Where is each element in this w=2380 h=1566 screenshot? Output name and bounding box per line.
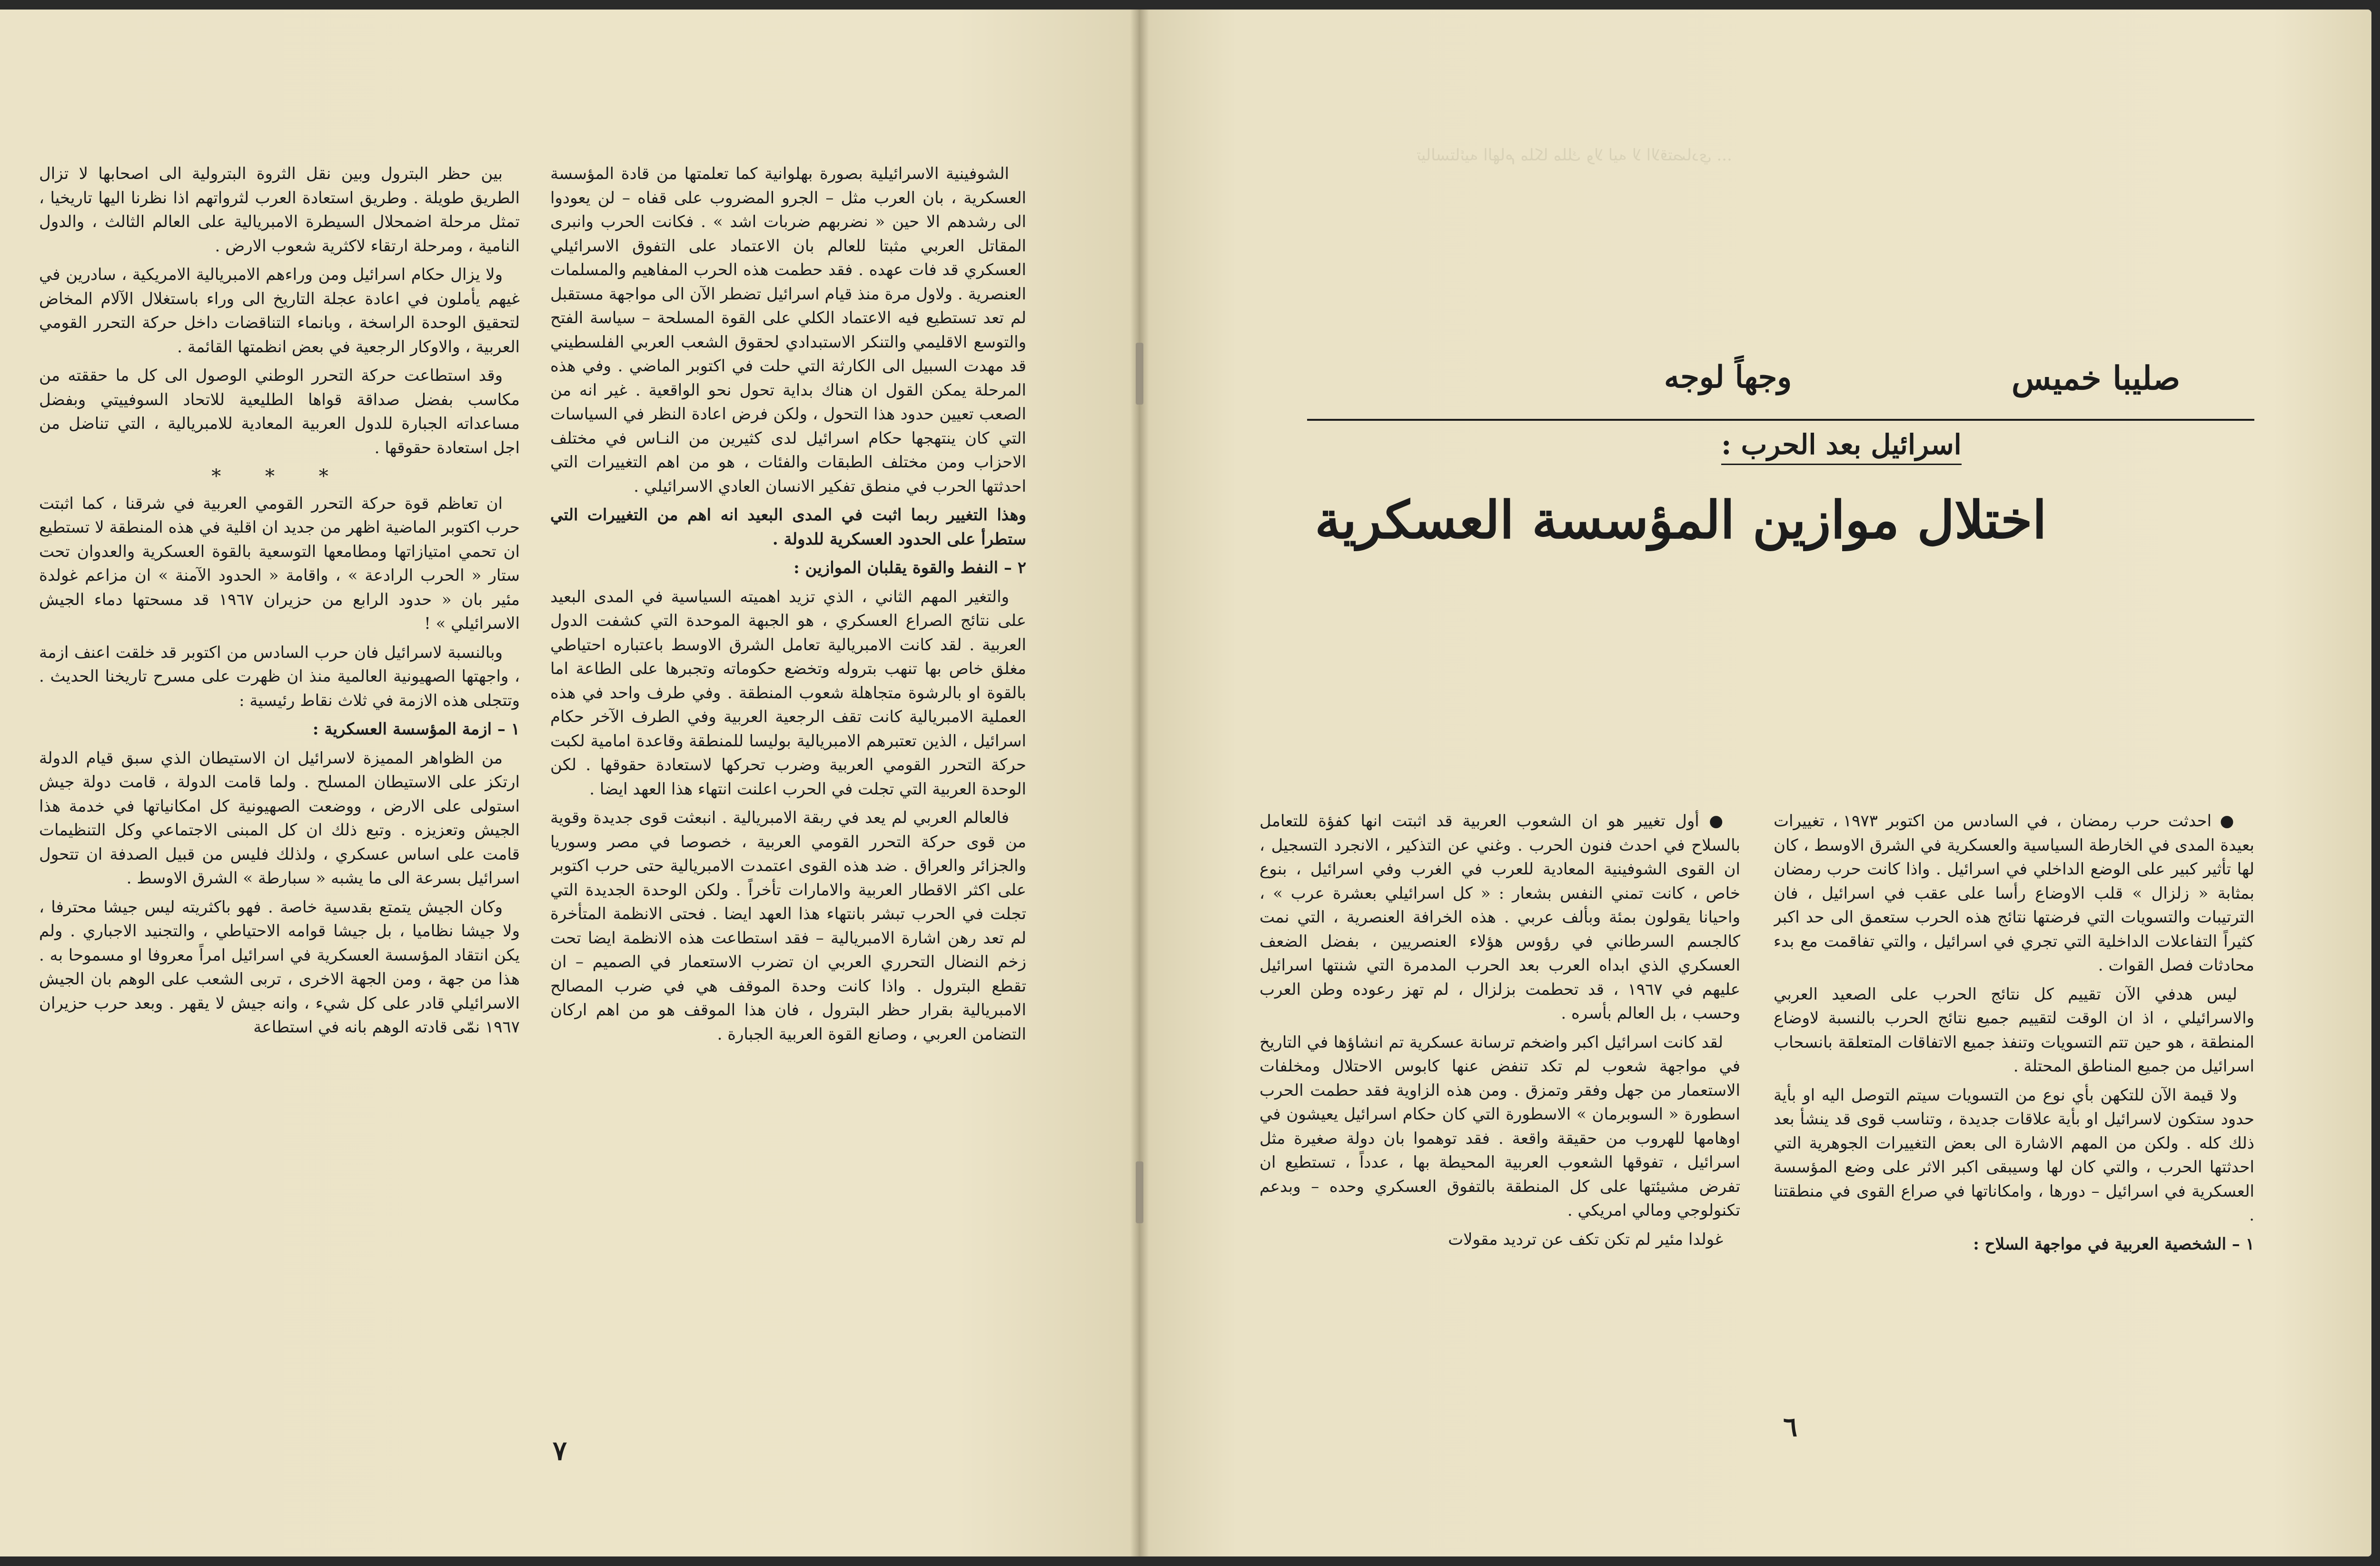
page7-right-bold-statement: وهذا التغيير ربما اثبت في المدى البعيد انه اهم من التغييرات التي ستطرأ على الحدود العسكرية للدولة .	[550, 505, 1026, 549]
page6-left-column	[1259, 809, 1740, 1428]
page6-right-para-1: ● احدثت حرب رمضان ، في السادس من اكتوبر ١٩٧٣ ، تغييرات بعيدة المدى في الخارطة السياسية والعسكرية في الشرق الاوسط ، كان لها تأثير كبير على الوضع الداخلي في اسرائيل . واذا كانت حرب رمضان بمثابة « زلزال » قلب الاوضاع رأسا على عقب في اسرائيل ، فان الترتيبات والتسويات التي فرضتها نتائج هذه الحرب ستعمق الى حد اكبر كثيراً التفاعلات الداخلية التي تجري في اسرائيل ، والتي تفاقمت مع بدء محادثات فصل القوات .	[1774, 812, 2254, 975]
page7-left-para-4: ان تعاظم قوة حركة التحرر القومي العربية في شرقنا ، كما اثبتت حرب اكتوبر الماضية اظهر من جديد ان اقلية في هذه المنطقة لا تستطيع ان تحمي امتيازاتها ومطامعها التوسعية بالقوة العسكرية والعدوان تحت ستار « الحرب الرادعة » ، واقامة « الحدود الآمنة » ان مزاعم غولدة مئير بان « حدود الرابع من حزيران ١٩٦٧ قد مسحتها دماء الجيش الاسرائيلي » !	[39, 494, 520, 633]
staple-top	[1136, 343, 1143, 405]
page-number-seven: ٧	[553, 1435, 567, 1467]
page6-right-para-3: ولا قيمة الآن للتكهن بأي نوع من التسويات سيتم التوصل اليه او بأية حدود ستكون لاسرائيل او بأية علاقات جديدة ، وتناسب قوى قد ينشأ بعد ذلك كله . ولكن من المهم الاشارة الى بعض التغييرات الجوهرية التي احدثتها الحرب ، والتي كان لها وسيبقى اكبر الاثر على وضع المؤسسة العسكرية في اسرائيل – دورها ، وامكاناتها في صراع القوى في منطقتنا .	[1774, 1085, 2254, 1225]
page7-right-para-2: والتغير المهم الثاني ، الذي تزيد اهميته السياسية في المدى البعيد على نتائج الصراع العسكري ، هو الجبهة الموحدة التي كشفت الدول العربية . لقد كانت الامبريالية تعامل الشرق الاوسط باعتباره احتياطي مغلق خاص بها تنهب بتروله وتخضع حكوماته وتجبرها على الطاعة اما بالقوة او بالرشوة متجاهلة شعوب المنطقة . وفي طرف واحد في هذه العملية الامبريالية كانت تقف الرجعية العربية وفي الطرف الآخر حكام اسرائيل ، الذين تعتبرهم الامبريالية بوليسا للمنطقة وقاعدة امامية لكبت حركة التحرر القومي العربية وضرب تحركها لاستعادة حقوقها . لكن الوحدة العربية التي تجلت في الحرب اعلنت انتهاء هذا العهد ايضا .	[550, 587, 1026, 799]
page7-left-para-1: بين حظر البترول وبين نقل الثروة البترولية الى اصحابها لا تزال الطريق طويلة . وطريق استعادة العرب لثرواتهم اذا نظرنا اليها تاريخيا ، تمثل مرحلة اضمحلال السيطرة الامبريالية على العالم الثالث ، والدول النامية ، ومرحلة ارتقاء لاكثرية شعوب الارض .	[39, 164, 520, 256]
page7-left-column	[39, 162, 520, 1418]
page6-right-para-2: ليس هدفي الآن تقييم كل نتائج الحرب على الصعيد العربي والاسرائيلي ، اذ ان الوقت لتقييم جميع نتائج الحرب بالنسبة لاوضاع المنطقة ، هو حين تتم التسويات وتنفذ جميع الاتفاقات المتعلقة بانسحاب اسرائيل من جميع المناطق المحتلة .	[1774, 984, 2254, 1076]
article-pre-title: اسرائيل بعد الحرب :	[1721, 428, 1962, 465]
page7-right-para-1: الشوفينية الاسرائيلية بصورة بهلوانية كما تعلمتها من قادة المؤسسة العسكرية ، بان العرب مثل – الجرو المضروب على قفاه – لن يعودوا الى رشدهم الا حين « نضربهم ضربات اشد » . فكانت الحرب وانبرى المقاتل العربي مثبتا للعالم بان الاعتماد على التفوق الاسرائيلي العسكري قد فات عهده . فقد حطمت هذه الحرب المفاهيم والمسلمات العنصرية . ولاول مرة منذ قيام اسرائيل تضطر الآن الى مواجهة مستقبل لم تعد تستطيع فيه الاعتماد الكلي على القوة المسلحة – سياسة الفتح والتوسع الاقليمي والتنكر الاستبدادي لحقوق الشعب العربي الفلسطيني قد مهدت السبيل الى الكارثة التي حلت في اكتوبر الماضي . وفي هذه المرحلة يمكن القول ان هناك بداية تحول نحو الواقعية . غير انه من الصعب تعيين حدود هذا التحول ، ولكن فرض اعادة النظر في السياسات التي كان ينتهجها حكام اسرائيل لدى كثيرين من النـاس في مختلف الاحزاب ومن مختلف الطبقات والفئات ، هو من اهم التغييرات التي احدثتها الحرب في منطق تفكير الانسان العادي الاسرائيلي .	[550, 164, 1026, 496]
spine-gutter	[1130, 10, 1149, 1556]
page7-left-para-5: وبالنسبة لاسرائيل فان حرب السادس من اكتوبر قد خلقت اعنف ازمة ، واجهتها الصهيونية العالمية منذ ان ظهرت على مسرح تاريخنا الحديث . وتتجلى هذه الازمة في ثلاث نقاط رئيسية :	[39, 643, 520, 710]
page7-left-para-2: ولا يزال حكام اسرائيل ومن وراءهم الامبريالية الامريكية ، سادرين في غيهم يأملون في اعادة عجلة التاريخ الى وراء باستغلال الآلام المخاض لتحقيق الوحدة الراسخة ، وبانماء التناقضات داخل حركة التحرر القومي العربية ، والاوكار الرجعية في بعض انظمتها القائمة .	[39, 265, 520, 357]
column-kicker: وجهاً لوجه	[1664, 359, 1792, 395]
page-seven	[0, 10, 1139, 1556]
page7-left-para-6: من الظواهر المميزة لاسرائيل ان الاستيطان الذي سبق قيام الدولة ارتكز على الاستيطان المسلح . ولما قامت الدولة ، قامت دولة جيش استولى على الارض ، ووضعت الصهيونية كل امكانياتها في خدمة هذا الجيش وتعزيزه . وتبع ذلك ان كل المبنى الاجتماعي وكل التنظيمات قامت على اساس عسكري ، ولذلك فليس من قبيل الصدفة ان تتحول اسرائيل بسرعة الى ما يشبه « سبارطة » الشرق الاوسط .	[39, 748, 520, 888]
article-headline: اختلال موازين المؤسسة العسكرية	[1315, 490, 2047, 550]
page6-right-column	[1774, 809, 2254, 1428]
page7-left-para-3: وقد استطاعت حركة التحرر الوطني الوصول الى كل ما حققته من مكاسب بفضل صداقة قواها الطليعية للاتحاد السوفييتي وبفضل مساعداته الجبارة للدول العربية المعادية للامبريالية ، التي تناضل من اجل استعادة حقوقها .	[39, 366, 520, 457]
subhead-oil-and-power: ٢ – النفط والقوة يقلبان الموازين :	[793, 558, 1026, 577]
page-number-six: ٦	[1783, 1411, 1798, 1443]
header-rule	[1307, 419, 2254, 421]
author-name: صليبا خميس	[2012, 359, 2181, 397]
section-stars-divider: * * *	[211, 466, 347, 487]
page6-left-para-1: ● أول تغيير هو ان الشعوب العربية قد اثبتت انها كفؤة للتعامل بالسلاح في احدث فنون الحرب . وغني عن التذكير ، الانجرد التسجيل ، ان القوى الشوفينية المعادية للعرب في الغرب وفي اسرائيل ، بنوع خاص ، كانت تمني النفس بشعار : « كل اسرائيلي بعشرة عرب » ، واحيانا يقولون بمئة وبألف عربي . هذه الخرافة العنصرية ، التي نمت كالجسم السرطاني في رؤوس هؤلاء العنصريين ، بفضل الضعف العسكري الذي ابداه العرب بعد الحرب المدمرة التي شنتها اسرائيل عليهم في ١٩٦٧ ، قد تحطمت بزلزال ، لم تهز رعوده وطن العرب وحسب ، بل العالم بأسره .	[1259, 812, 1740, 1023]
bleed-through-text: تيالستائيه الهام ملكا ملك ولا ليه لا الاقتصادي ...	[1417, 146, 1732, 165]
magazine-spread	[0, 10, 2371, 1556]
staple-bottom	[1136, 1161, 1143, 1223]
page7-right-para-3: فالعالم العربي لم يعد في ربقة الامبريالية . انبعثت قوى جديدة وقوية من قوى حركة التحرر القومي العربية ، خصوصا في مصر وسوريا والجزائر والعراق . ضد هذه القوى اعتمدت الامبريالية حتى حرب اكتوبر على اكثر الاقطار العربية والامارات تأخراً . ولكن الوحدة الجديدة التي تجلت في الحرب تبشر بانتهاء هذا العهد ايضا . فحتى الانظمة المتأخرة لم تعد رهن اشارة الامبريالية – فقد استطاعت هذه الانظمة ايضا تحت زخم النضال التحرري العربي ان تضرب الاستعمار في الصميم – ان تقطع البترول . واذا كانت وحدة الموقف هي في ضرب المصالح الامبريالية بقرار حظر البترول ، فان هذا الموقف هو من اهم اركان التضامن العربي ، وصانع القوة العربية الجبارة .	[550, 808, 1026, 1044]
page7-right-column	[550, 162, 1026, 1418]
page6-left-para-2: لقد كانت اسرائيل اكبر واضخم ترسانة عسكرية تم انشاؤها في التاريخ في مواجهة شعوب لم تكد تنفض عنها كابوس الاحتلال ومخلفات الاستعمار من جهل وفقر وتمزق . ومن هذه الزاوية فقد حطمت الحرب اسطورة « السوبرمان » الاسطورة التي كان حكام اسرائيل يعيشون في اوهامها للهروب من حقيقة واقعة . فقد توهموا بان دولة صغيرة مثل اسرائيل ، تفوقها الشعوب العربية المحيطة بها ، عدداً ، تستطيع ان تفرض مشيئتها على كل المنطقة بالتفوق العسكري وحده – وبدعم تكنولوجي ومالي امريكي .	[1259, 1032, 1740, 1220]
subhead-military-crisis: ١ – ازمة المؤسسة العسكرية :	[312, 720, 520, 739]
subhead-arab-character: ١ – الشخصية العربية في مواجهة السلاح :	[1973, 1234, 2254, 1254]
page6-left-para-3: غولدا مئير لم تكن تكف عن ترديد مقولات	[1448, 1229, 1723, 1249]
page7-left-para-7: وكان الجيش يتمتع بقدسية خاصة . فهو باكثريته ليس جيشا محترفا ، ولا جيشا نظاميا ، بل جيشا قوامه الاحتياطي ، والتجنيد الاجباري . ولم يكن انتقاد المؤسسة العسكرية في اسرائيل امراً معروفا او مسموحا به . هذا من جهة ، ومن الجهة الاخرى ، تربى الشعب على الوهم بان الجيش الاسرائيلي قادر على كل شيء ، وانه جيش لا يقهر . وبعد حرب حزيران ١٩٦٧ نمّى قادته الوهم بانه في استطاعة	[39, 897, 520, 1037]
